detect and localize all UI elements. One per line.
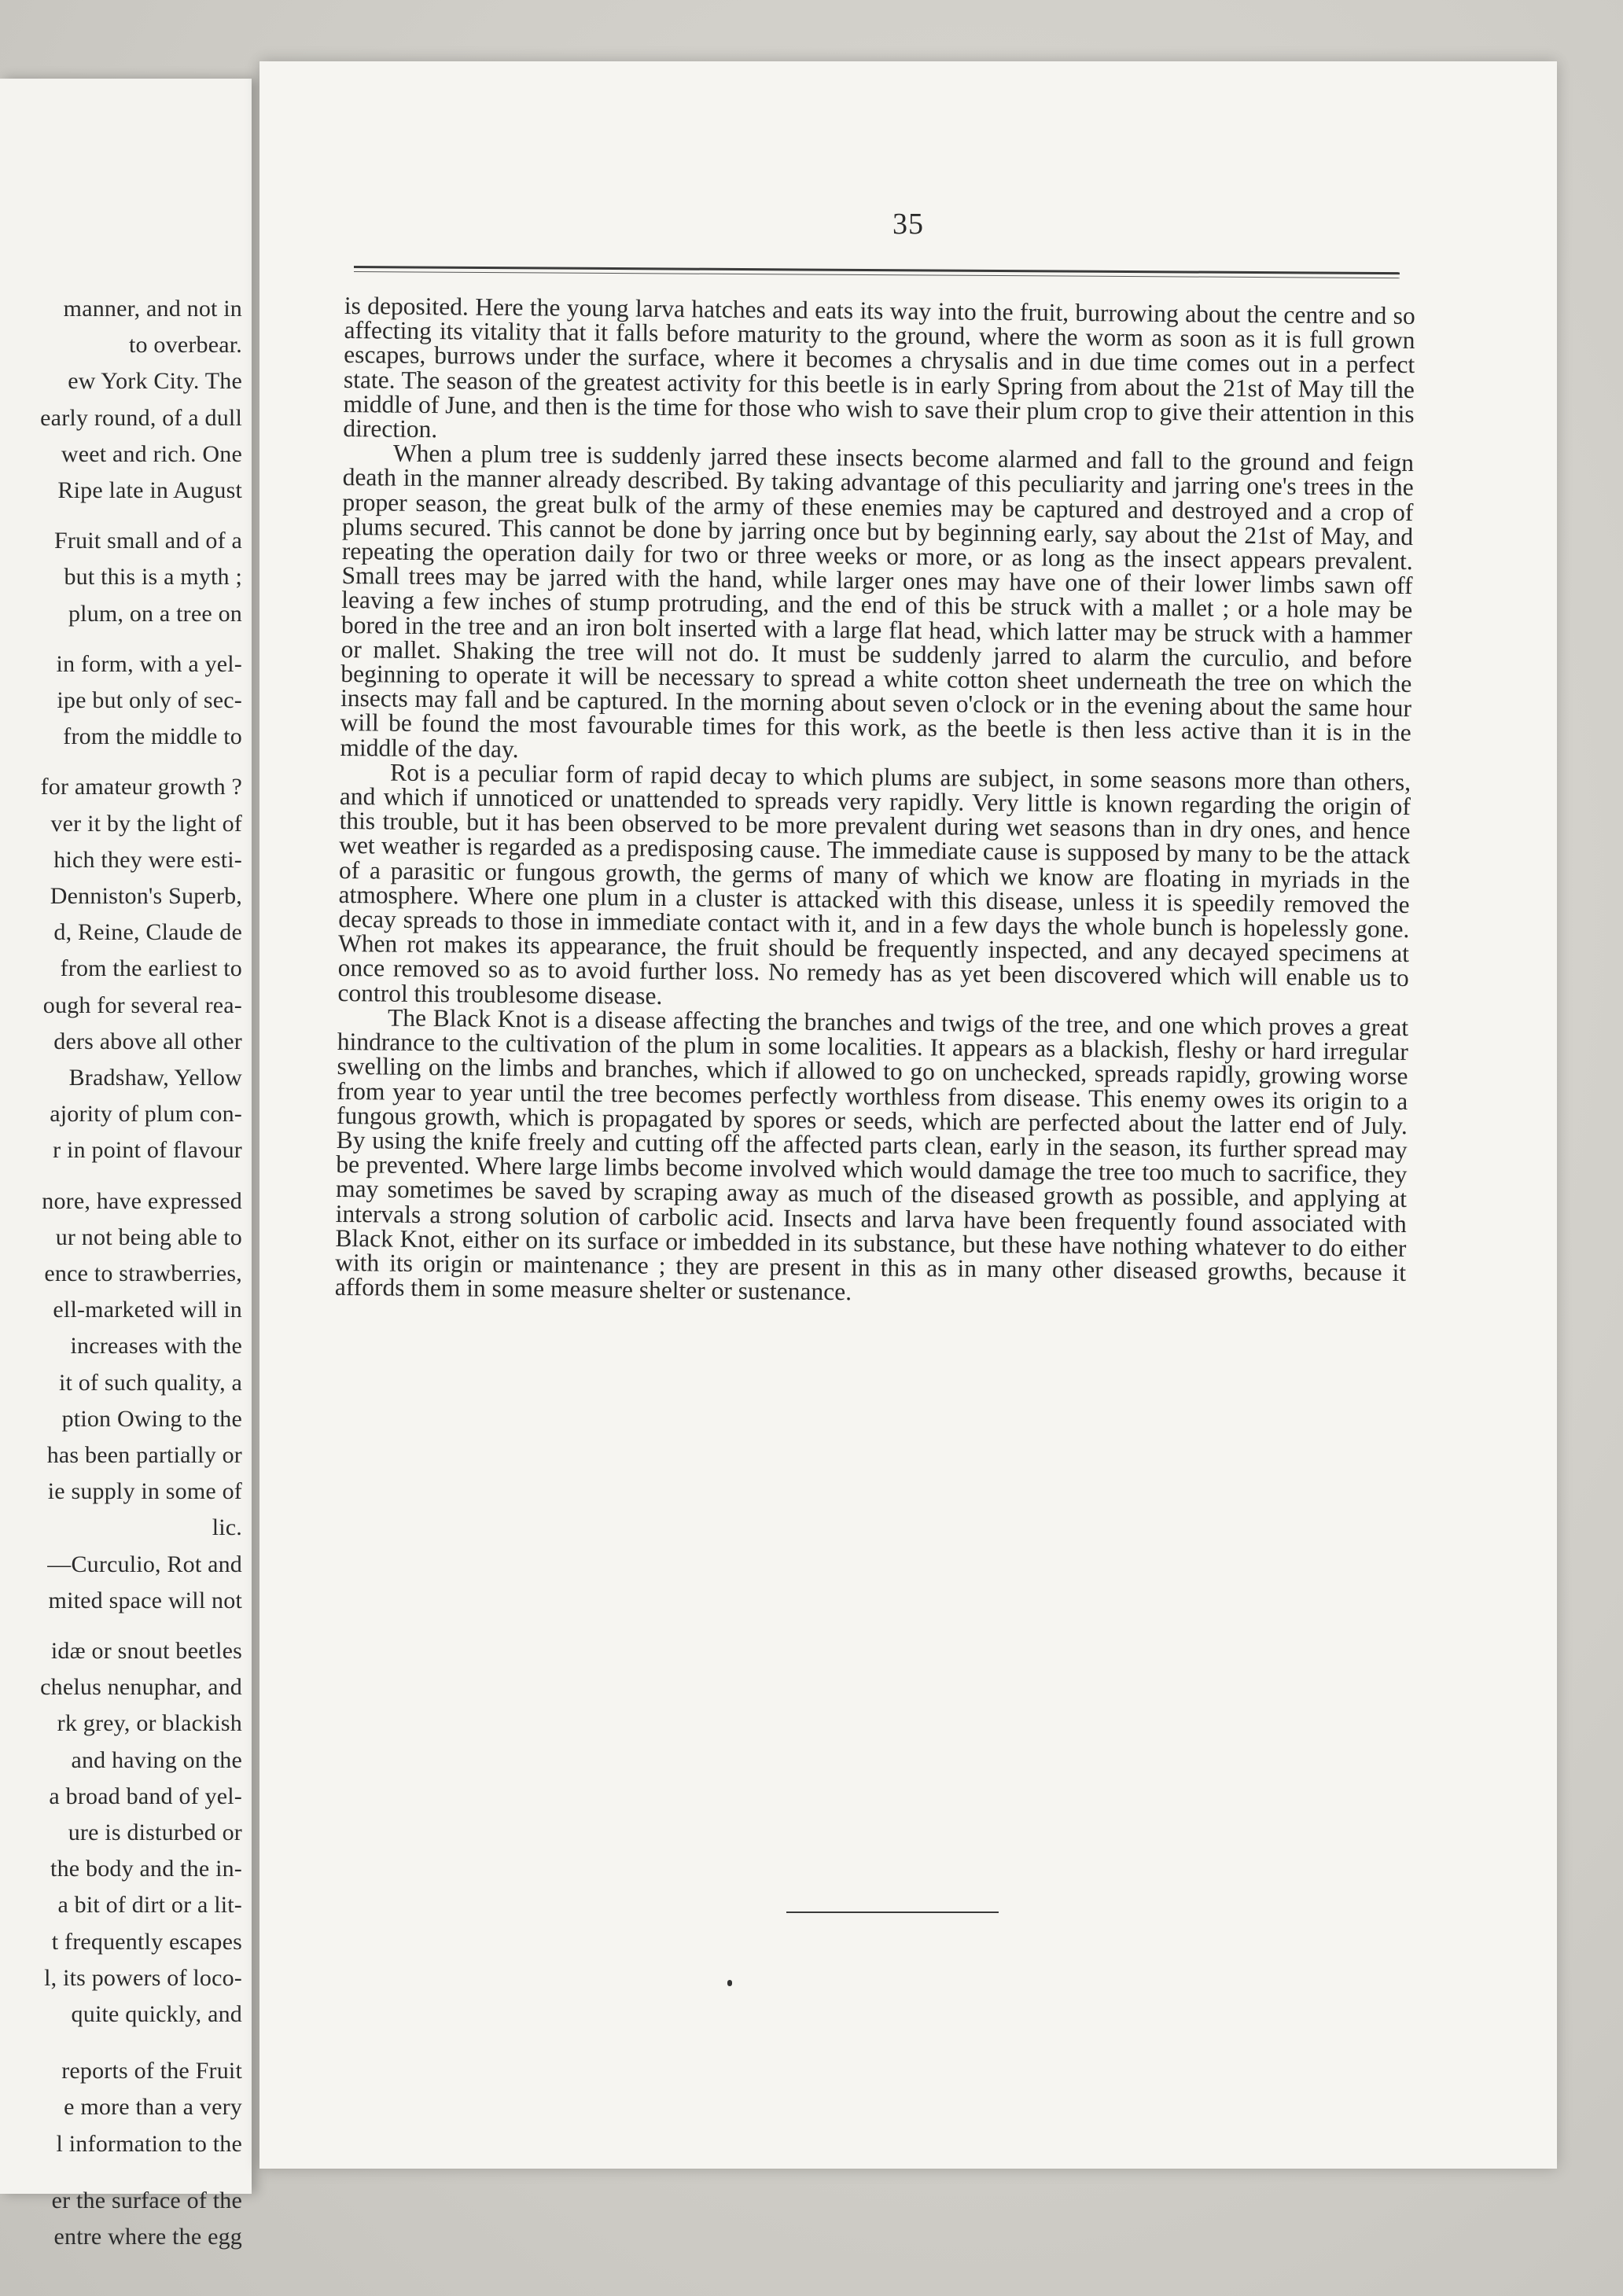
- left-page-line: e more than a very: [64, 2094, 242, 2121]
- left-page-line: Bradshaw, Yellow: [68, 1065, 242, 1091]
- left-page-line: ough for several rea-: [42, 992, 242, 1018]
- left-page-line: reports of the Fruit: [61, 2058, 242, 2084]
- left-page-line: ver it by the light of: [50, 810, 242, 837]
- left-page-line: ew York City. The: [68, 368, 242, 395]
- left-page-line: ur not being able to: [55, 1223, 242, 1250]
- left-page-line: ie supply in some of: [47, 1478, 242, 1505]
- left-page-line: Ripe late in August: [57, 477, 242, 503]
- left-page-line: plum, on a tree on: [68, 600, 242, 627]
- left-page-line: er the surface of the: [51, 2187, 242, 2213]
- left-page-line: manner, and not in: [63, 296, 242, 322]
- left-page-line: and having on the: [71, 1746, 242, 1773]
- left-page-line: ders above all other: [53, 1028, 242, 1054]
- left-page-line: l, its powers of loco-: [44, 1964, 242, 1991]
- left-page-line: ence to strawberries,: [44, 1260, 242, 1286]
- left-page-line: idæ or snout beetles: [50, 1638, 242, 1664]
- left-page-line: lic.: [212, 1514, 242, 1541]
- left-page-line: —Curculio, Rot and: [47, 1551, 242, 1577]
- left-page-line: a bit of dirt or a lit-: [57, 1892, 242, 1919]
- left-page-line: Fruit small and of a: [54, 528, 242, 554]
- left-page-line: has been partially or: [46, 1442, 242, 1468]
- left-page-line: entre where the egg: [53, 2224, 242, 2250]
- left-page-line: a broad band of yel-: [49, 1783, 242, 1809]
- left-page-line: t frequently escapes: [51, 1928, 242, 1955]
- left-page-line: l information to the: [56, 2130, 242, 2157]
- paragraph-black-knot: The Black Knot is a disease affecting the branches and twigs of the tree, and one which proves a great hindrance to the cultivation of the plum in some localities. It appears as a blackish, fleshy or hard irregular swelling on the limbs and branches, which if allowed to go on unchecked, spreads rapidly, growing worse from year to year until the tree becomes perfectly worthless from disease. This enemy owes its origin to a fungous growth, which is propagated by spores or seeds, which are perfected about the latter end of July. By using the knife freely and cutting off the affected parts clean, early in the season, its further spread may be prevented. Where large limbs become involved which would damage the tree too much to sacrifice, they may sometimes be saved by scraping away as much of the diseased growth as possible, and applying at intervals a strong solution of carbolic acid. Insects and larva have been frequently found associated with Black Knot, either on its surface or imbedded in its substance, but these have nothing whatever to do either with its origin or maintenance ; they are present in this as in many other diseased growths, because it affords them in some measure shelter or sustenance.: [334, 1003, 1409, 1306]
- left-page-line: d, Reine, Claude de: [53, 919, 242, 946]
- header-rule: [354, 266, 1400, 274]
- paragraph-curculio-season: is deposited. Here the young larva hatches and eats its way into the fruit, burrowing about the centre and so affecting its vitality that it falls before maturity to the ground, where the worm as soon as it is full grown escapes, burrows under the surface, where it becomes a chrysalis and in due time comes out in a perfect state. The season of the greatest activity for this beetle is in early Spring from about the 21st of May till the middle of June, and then is the time for those who wish to save their plum crop to give their attention in this direction.: [343, 292, 1415, 443]
- left-page-line: increases with the: [70, 1333, 242, 1360]
- left-page-line: r in point of flavour: [53, 1137, 242, 1164]
- left-page-line: to overbear.: [128, 332, 242, 359]
- left-page-line: weet and rich. One: [61, 440, 242, 467]
- footer-rule: [786, 1911, 999, 1913]
- left-page-line: Denniston's Superb,: [50, 883, 242, 909]
- left-page-line: early round, of a dull: [40, 404, 242, 431]
- ink-speck: [727, 1980, 732, 1986]
- left-page-line: ajority of plum con-: [50, 1101, 242, 1128]
- left-page-line: ell-marketed will in: [53, 1297, 242, 1323]
- left-page-line: it of such quality, a: [58, 1369, 242, 1396]
- left-page-line: from the earliest to: [60, 955, 242, 982]
- main-page: [259, 61, 1557, 2169]
- left-page-line: rk grey, or blackish: [57, 1710, 242, 1737]
- left-page-line: the body and the in-: [50, 1856, 242, 1882]
- left-page-line: chelus nenuphar, and: [40, 1674, 242, 1701]
- left-facing-page: [0, 79, 252, 2250]
- left-page-line: nore, have expressed: [42, 1187, 242, 1214]
- body-text: [335, 293, 1415, 1309]
- left-page-line: quite quickly, and: [71, 2001, 242, 2027]
- left-page-line: ure is disturbed or: [68, 1820, 242, 1845]
- left-page-line: mited space will not: [48, 1587, 242, 1613]
- paragraph-rot: Rot is a peculiar form of rapid decay to which plums are subject, in some seasons more than others, and which if unnoticed or unattended to spreads very rapidly. Very little is known regarding the origin of this trouble, but it has been observed to be more prevalent during wet seasons than in dry ones, and hence wet weather is regarded as a predisposing cause. The immediate cause is supposed by many to be the attack of a parasitic or fungous growth, the germs of many of which we know are floating in myriads in the atmosphere. Where one plum in a cluster is attacked with this disease, unless it is speedily removed the decay spreads to those in immediate contact with it, and in a few days the whole bunch is hopelessly gone. When rot makes its appearance, the fruit should be frequently inspected, and any decayed specimens at once removed so as to avoid further loss. No remedy has as yet been discovered which will enable us to control this troublesome disease.: [337, 758, 1411, 1010]
- left-page-line: in form, with a yel-: [56, 650, 242, 677]
- left-page-line: hich they were esti-: [53, 846, 242, 873]
- left-page-line: but this is a myth ;: [64, 564, 242, 591]
- left-page-line: from the middle to: [63, 723, 242, 750]
- left-page-line: for amateur growth ?: [40, 774, 242, 800]
- left-page-line: ption Owing to the: [61, 1405, 242, 1432]
- left-page-line: ipe but only of sec-: [57, 687, 242, 713]
- paragraph-jarring: When a plum tree is suddenly jarred these insects become alarmed and fall to the ground and feign death in the manner already described. By taking advantage of this peculiarity and jarring one's trees in the proper season, the great bulk of the army of these enemies may be captured and destroyed and a crop of plums secured. This cannot be done by jarring once but by beginning early, say about the 21st of May, and repeating the operation daily for two or three weeks or more, or as long as the insect appears prevalent. Small trees may be jarred with the hand, while larger ones may have one of their lower limbs sawn off leaving a few inches of stump protruding, and the end of this be struck with a mallet ; or a hole may be bored in the tree and an iron bolt inserted with a large flat head, which latter may be struck with a hammer or mallet. Shaking the tree will not do. It must be suddenly jarred to alarm the curculio, and before beginning to operate it will be necessary to spread a white cotton sheet underneath the tree on which the insects may fall and be captured. In the morning about seven o'clock or in the evening about the same hour will be found the most favourable times for this work, as the beetle is then less active than it is in the middle of the day.: [340, 439, 1415, 763]
- page-number: 35: [892, 208, 924, 241]
